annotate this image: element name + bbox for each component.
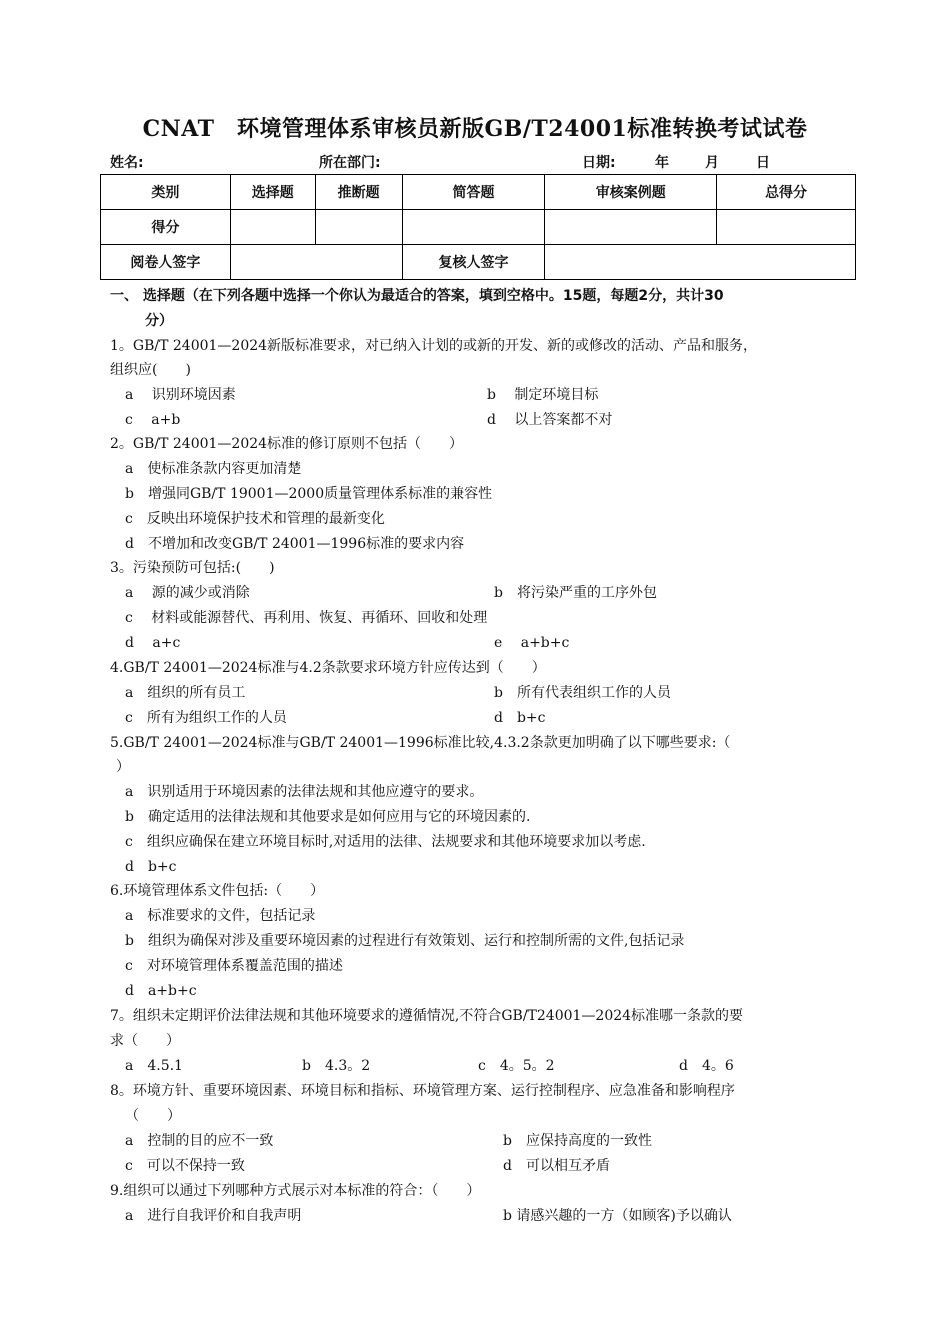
question-6-option-d[interactable]: d a+b+c <box>125 983 197 999</box>
question-5-option-a[interactable]: a 识别适用于环境因素的法律法规和其他应遵守的要求。 <box>125 784 484 800</box>
question-5-option-d[interactable]: d b+c <box>125 859 177 875</box>
score-table-score-row <box>101 210 856 245</box>
header-multiple-choice: 选择题 <box>230 175 315 210</box>
department-label: 所在部门: <box>319 155 381 171</box>
score-cell[interactable] <box>717 210 856 245</box>
question-7-text: 7。组织未定期评价法律法规和其他环境要求的遵循情况,不符合GB/T24001—2024标准哪一条款的要 <box>110 1008 744 1024</box>
section-heading-cont: 分） <box>145 313 173 329</box>
question-5-text: 5.GB/T 24001—2024标准与GB/T 24001—1996标准比较,4.3.2条款更加明确了以下哪些要求:（ <box>110 735 731 751</box>
header-judgment: 推断题 <box>315 175 402 210</box>
question-4-option-d[interactable]: d b+c <box>494 710 546 726</box>
question-7-option-b[interactable]: b 4.3。2 <box>302 1058 371 1074</box>
question-2-option-d[interactable]: d 不增加和改变GB/T 24001—1996标准的要求内容 <box>125 536 465 552</box>
question-8-option-d[interactable]: d 可以相互矛盾 <box>503 1158 610 1174</box>
score-table-signature-row <box>101 245 856 280</box>
question-8-option-a[interactable]: a 控制的目的应不一致 <box>125 1133 274 1149</box>
question-2-text: 2。GB/T 24001—2024标准的修订原则不包括（ ） <box>110 436 464 452</box>
question-7-option-c[interactable]: c 4。5。2 <box>478 1058 555 1074</box>
reader-signature-label: 阅卷人签字 <box>101 245 231 280</box>
date-label: 日期: <box>582 155 616 171</box>
question-8-text-cont: （ ） <box>125 1108 181 1124</box>
section-heading: 一、 选择题（在下列各题中选择一个你认为最适合的答案，填到空格中。15题，每题2分，共计30 <box>110 288 724 304</box>
reviewer-signature-cell[interactable] <box>545 245 856 280</box>
question-9-option-a[interactable]: a 进行自我评价和自我声明 <box>125 1208 302 1224</box>
question-4-text: 4.GB/T 24001—2024标准与4.2条款要求环境方针应传达到（ ） <box>110 660 546 676</box>
question-3-option-a[interactable]: a 源的减少或消除 <box>125 585 250 601</box>
question-1-option-a[interactable]: a 识别环境因素 <box>125 387 236 403</box>
header-category: 类别 <box>101 175 231 210</box>
question-7-text-cont: 求（ ） <box>110 1033 180 1049</box>
score-cell[interactable] <box>402 210 545 245</box>
name-label: 姓名: <box>110 155 144 171</box>
month-label: 月 <box>705 155 719 171</box>
question-5-option-c[interactable]: c 组织应确保在建立环境目标时,对适用的法律、法规要求和其他环境要求加以考虑. <box>125 834 646 850</box>
question-6-option-c[interactable]: c 对环境管理体系覆盖范围的描述 <box>125 958 343 974</box>
question-4-option-c[interactable]: c 所有为组织工作的人员 <box>125 710 287 726</box>
question-3-text: 3。污染预防可包括:( ) <box>110 560 275 576</box>
reviewer-signature-label: 复核人签字 <box>402 245 545 280</box>
question-6-option-b[interactable]: b 组织为确保对涉及重要环境因素的过程进行有效策划、运行和控制所需的文件,包括记录 <box>125 933 685 949</box>
question-1-text-cont: 组织应( ) <box>110 362 191 378</box>
score-table <box>100 174 856 280</box>
question-2-option-b[interactable]: b 增强同GB/T 19001—2000质量管理体系标准的兼容性 <box>125 486 493 502</box>
header-audit-case: 审核案例题 <box>545 175 717 210</box>
question-1-option-d[interactable]: d 以上答案都不对 <box>487 412 613 428</box>
header-short-answer: 简答题 <box>402 175 545 210</box>
question-9-text: 9.组织可以通过下列哪种方式展示对本标准的符合：（ ） <box>110 1183 481 1199</box>
reader-signature-cell[interactable] <box>230 245 402 280</box>
question-9-option-b[interactable]: b 请感兴趣的一方（如顾客)予以确认 <box>503 1208 732 1224</box>
question-3-option-b[interactable]: b 将污染严重的工序外包 <box>494 585 657 601</box>
question-7-option-d[interactable]: d 4。6 <box>679 1058 734 1074</box>
question-8-option-b[interactable]: b 应保持高度的一致性 <box>503 1133 652 1149</box>
question-3-option-e[interactable]: e a+b+c <box>494 635 570 651</box>
exam-title: CNAT 环境管理体系审核员新版GB/T24001标准转换考试试卷 <box>142 116 808 142</box>
question-1-option-c[interactable]: c a+b <box>125 412 181 428</box>
score-table-header-row <box>101 175 856 210</box>
question-6-option-a[interactable]: a 标准要求的文件，包括记录 <box>125 908 316 924</box>
question-5-option-b[interactable]: b 确定适用的法律法规和其他要求是如何应用与它的环境因素的. <box>125 809 531 825</box>
question-4-option-a[interactable]: a 组织的所有员工 <box>125 685 246 701</box>
question-2-option-c[interactable]: c 反映出环境保护技术和管理的最新变化 <box>125 511 385 527</box>
question-4-option-b[interactable]: b 所有代表组织工作的人员 <box>494 685 671 701</box>
exam-info-row <box>110 152 855 174</box>
question-3-option-d[interactable]: d a+c <box>125 635 181 651</box>
question-8-text: 8。环境方针、重要环境因素、环境目标和指标、环境管理方案、运行控制程序、应急准备和影响程序 <box>110 1083 735 1099</box>
question-6-text: 6.环境管理体系文件包括:（ ） <box>110 883 325 899</box>
score-cell[interactable] <box>315 210 402 245</box>
question-8-option-c[interactable]: c 可以不保持一致 <box>125 1158 245 1174</box>
score-label: 得分 <box>101 210 231 245</box>
day-label: 日 <box>756 155 770 171</box>
year-label: 年 <box>655 155 669 171</box>
question-1-text: 1。GB/T 24001—2024新版标准要求，对已纳入计划的或新的开发、新的或修改的活动、产品和服务， <box>110 338 758 354</box>
question-2-option-a[interactable]: a 使标准条款内容更加清楚 <box>125 461 302 477</box>
question-1-option-b[interactable]: b 制定环境目标 <box>487 387 599 403</box>
question-7-option-a[interactable]: a 4.5.1 <box>125 1058 183 1074</box>
score-cell[interactable] <box>545 210 717 245</box>
score-cell[interactable] <box>230 210 315 245</box>
header-total-score: 总得分 <box>717 175 856 210</box>
question-5-text-cont: ） <box>116 759 130 775</box>
question-3-option-c[interactable]: c 材料或能源替代、再利用、恢复、再循环、回收和处理 <box>125 610 488 626</box>
